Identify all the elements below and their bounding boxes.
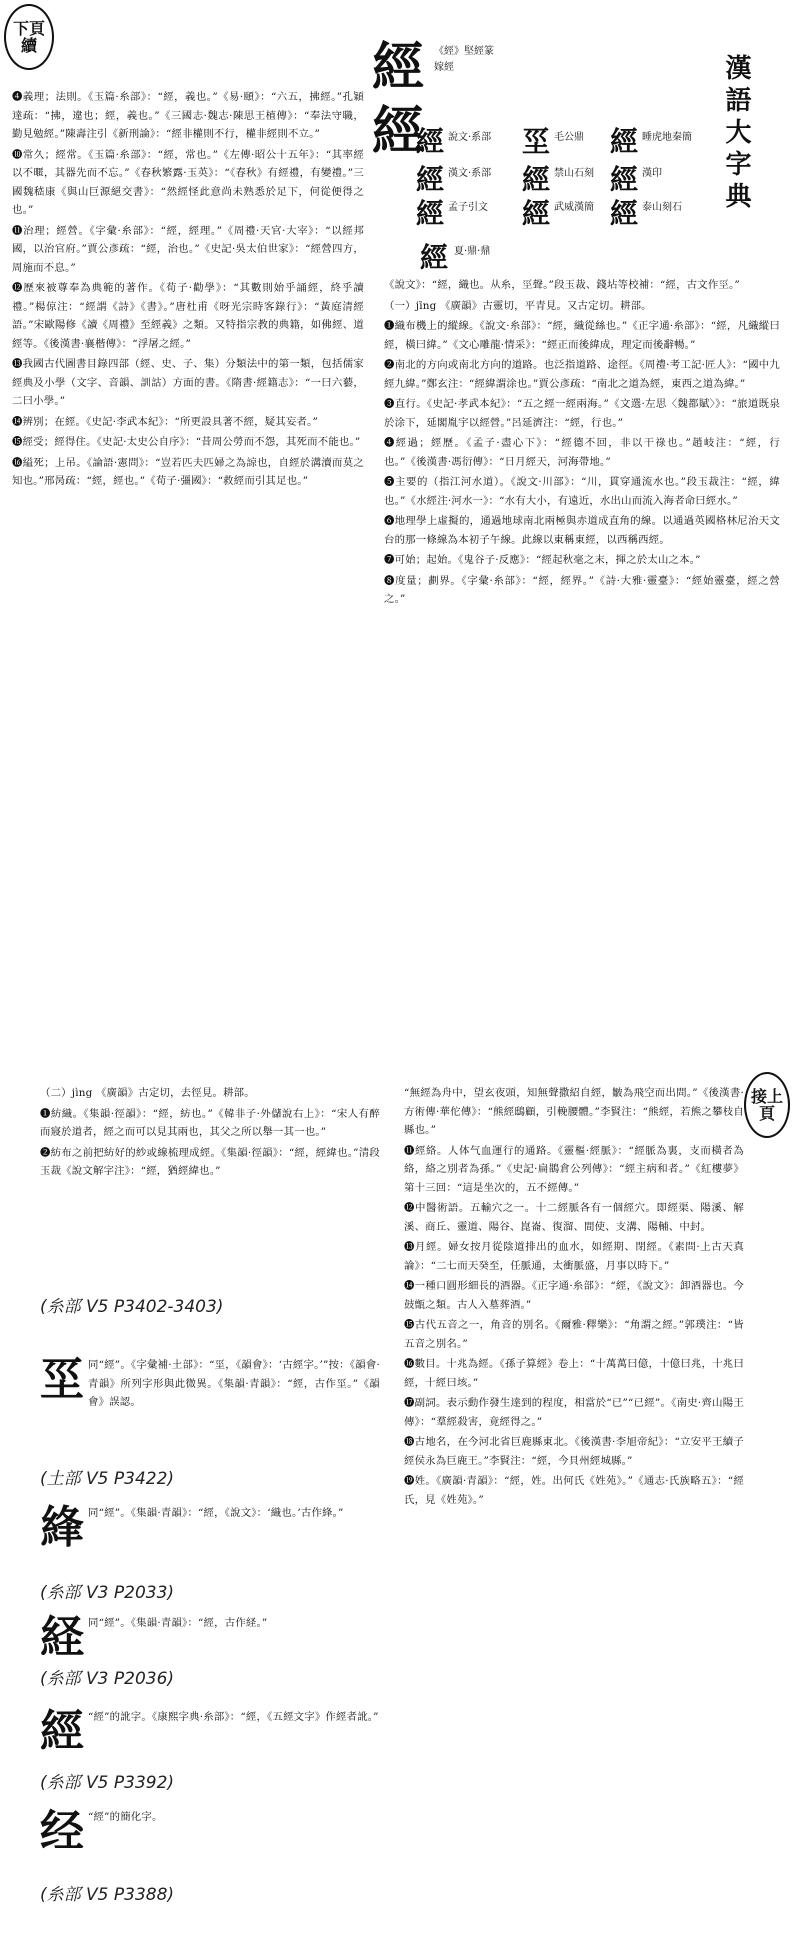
variant-note: 武威漢簡 [554,202,594,213]
top-right-column [384,276,780,1018]
variant-glyph: 經 [522,163,551,196]
variant-glyph: 經 [416,125,445,158]
continued-badge-label: 下頁續 [12,19,45,55]
variant-entry [40,1708,380,1756]
variant-entry [40,1808,380,1856]
variant-entry-text: 同“經”。《字彙補·土部》：“坙，《韻會》：‘古經字。’”按：《韻會·青韻》所列字形與此微異。《集韻·青韻》：“經，古作坙。”《韻會》誤認。 [88,1359,380,1408]
variant-glyph: 經 [610,163,639,196]
section-heading: （二）jìng 《廣韻》古定切，去徑見。耕部。 [40,1087,255,1099]
continued-next-page-badge [4,4,54,70]
sense-paragraph: ⓯經受；經得住。《史記·太史公自序》：“昔周公勞而不怨，其死而不能也。” [12,436,361,448]
sense-paragraph: ⓭我國古代圖書目錄四部（經、史、子、集）分類法中的第一類，包括儒家經典及小學（文字、音韻、訓詁）方面的書。《隋書·經籍志》：“一曰六藝，二曰小學。” [12,358,364,407]
variant-entry-glyph: 经 [40,1806,84,1857]
sense-paragraph: 《說文》：“經，織也。从糸，巠聲。”段玉裁、錢坫等校補：“經，古文作巠。” [384,279,740,291]
sense-paragraph: ❿常久；經常。《玉篇·糸部》：“經，常也。”《左傳·昭公十五年》：“其率經以不暱，其器先而不忘。”《春秋繁露·玉英》：“《春秋》有經禮，有變禮。”三國魏嵇康《與山巨源絕交書》：“然經怪此意尚未熟悉於足下，何從便得之也。” [12,148,364,216]
sense-paragraph: ⓮辨別；在經。《史記·李武本紀》：“所更設具著不經，疑其妄者。” [12,415,319,428]
sense-paragraph: ❶紡織。《集韻·徑韻》：“經，紡也。”《韓非子·外儲說右上》：“宋人有醉而寢於道者，經之而可以見其兩也，其父之所以舉一其一也。” [40,1107,380,1138]
variant-note: 泰山刻石 [642,202,682,213]
variant-glyph-last: 經 [420,241,449,274]
sense-paragraph: ⓳姓。《廣韻·青韻》：“經，姓。出何氏《姓苑》。”《通志·氏族略五》：“經氏，見《姓苑》。” [404,1475,744,1506]
variant-glyph: 經 [610,197,639,230]
variant-glyph: 經 [522,197,551,230]
sense-paragraph: ❺主要的（指江河水道）。《說文·川部》：“川，貫穿通流水也。”段玉裁注：“經，緯也。”《水經注·河水一》：“水有大小，有遠近，水出山而流入海者命曰經水。” [384,476,780,507]
variant-note: 睡虎地秦簡 [642,132,692,143]
variant-entry [40,1504,380,1552]
head-label-2: 嫁經 [434,62,454,73]
section2-right-column [404,1084,744,1924]
variant-note-last: 夏·鼎·鼎 [454,246,491,257]
sense-paragraph: ❽度量；劃界。《字彙·糸部》：“經，經界。”《詩·大雅·靈臺》：“經始靈臺，經之營之。” [384,574,780,605]
handwritten-reference: (糸部 V5 P3392) [40,1773,175,1793]
variant-glyph: 經 [416,197,445,230]
sense-paragraph: ⓲古地名，在今河北省巨鹿縣東北。《後漢書·李旭帝紀》：“立安平王續子經侯永為巨鹿王。”李賢注：“經，今貝州經城縣。” [404,1436,744,1467]
sense-paragraph: ⓫經絡。人体气血運行的通路。《靈樞·經脈》：“經脈為裏，支而橫者為絡，絡之別者為孫。”《史記·扁鵲倉公列傳》：“經主病和者。”《紅樓夢》第十三回：“這是坐次的，五不經傳。” [404,1144,744,1194]
sense-paragraph: ⓭月經。婦女按月從陰道排出的血水，如經期、閉經。《素問·上古天真論》：“二七而天癸至，任脈通，太衝脈盛，月事以時下。” [404,1241,744,1272]
variant-entry [40,1356,380,1412]
section2-left-column [40,1084,380,1284]
variant-entry [40,1614,380,1662]
sense-paragraph: ❶織布機上的縱線。《說文·糸部》：“經，織從絲也。”《正字通·糸部》：“經，凡織縱曰經，橫曰緯。”《文心雕龍·情采》：“經正而後緯成，理定而後辭暢。” [384,320,780,351]
sense-paragraph: ⓬歷來被尊奉為典範的著作。《荀子·勸學》：“其數則始乎誦經，終乎讀禮。”楊倞注：“經謂《詩》《書》。”唐杜甫《呀光宗時客錄行》：“黃庭清經語。”宋歐陽修《讀《周禮》至經義》之類。又特指宗教的典籍，如佛經、道經等。《後漢書·襄楷傳》：“浮屠之經。” [12,282,364,350]
handwritten-reference: (糸部 V3 P2036) [40,1669,175,1689]
sense-paragraph: ⓰數目。十兆為經。《孫子算經》卷上：“十萬萬曰億，十億曰兆，十兆曰經，十經曰垓。” [404,1358,744,1389]
handwritten-reference: (糸部 V5 P3388) [40,1885,175,1905]
variant-note: 漢印 [642,168,662,179]
handwritten-reference: (糸部 V3 P2033) [40,1583,175,1603]
variant-entry-glyph: 經 [40,1706,84,1757]
handwritten-reference: (土部 V5 P3422) [40,1469,175,1489]
top-left-column [12,88,364,1018]
variant-note: 孟子引文 [448,202,488,213]
head-entry-block [372,37,692,230]
sense-paragraph: （一）jīng 《廣韻》古靈切，平青見。又古定切。耕部。 [384,299,652,312]
variant-note: 說文·系部 [448,132,492,143]
continued-from-prev-page-badge [744,1072,790,1138]
sense-paragraph: ⓮一種口圓形細長的酒器。《正字通·糸部》：“經，《說文》：卸酒器也。今鼓甑之類。古人入墓葬酒。” [404,1280,744,1311]
sense-paragraph: ❼可始；起始。《鬼谷子·反應》：“經起秋毫之末，揮之於太山之本。” [384,554,701,566]
variant-glyph: 經 [416,163,445,196]
variant-glyph: 經 [610,125,639,158]
sense-paragraph: ⓫治理；經營。《字彙·糸部》：“經，經理。”《周禮·天官·大宰》：“以經邦國，以治官府。”賈公彥疏：“經，治也。”《史記·吳太伯世家》：“經營四方，周施而不息。” [12,224,364,274]
variant-entry-glyph: 経 [40,1612,84,1663]
head-label: 《經》堅經篆 [434,46,494,57]
sense-paragraph: “無經為舟中，望玄夜頭，知無聲撒紹自經，皺為飛空而出問。”《後漢書·方術傳·華佗傳》：“熊經鴟顧，引輓腰體。”李賢注：“熊經，若熊之攀枝自縣也。” [404,1087,744,1136]
variant-entry-text: “經”的簡化字。 [88,1811,163,1823]
sense-paragraph: ❷南北的方向或南北方向的道路。也泛指道路、途徑。《周禮·考工記·匠人》：“國中九經九緯。”鄭玄注：“經緯謂涂也。”賈公彥疏：“南北之道為經，東西之道為緯。” [384,359,780,390]
sense-paragraph: ⓬中醫術語。五輸穴之一。十二經脈各有一個經穴。即經渠、陽溪、解溪、商丘、靈道、陽谷、崑崙、復溜、間使、支溝、陽輔、中封。 [404,1202,744,1233]
head-char-1: 經 [372,37,425,98]
variant-entry-glyph: 綘 [40,1502,84,1553]
sense-paragraph: ❸直行。《史記·孝武本紀》：“五之經一經兩海。”《文選·左思〈魏都賦〉》：“旅道既泉於涂下，延閣胤宇以經營。”呂延濟注：“經，行也。” [384,398,780,429]
sense-paragraph: ❹經過；經歷。《孟子·盡心下》：“經德不回，非以干祿也。”趙岐注：“經，行也。”《後漢書·馮衍傳》：“日月經天，河海帶地。” [384,437,780,468]
handwritten-reference: (糸部 V5 P3402-3403) [40,1297,224,1317]
variant-glyph: 坙 [522,125,551,158]
variant-note: 漢文·系部 [448,168,492,179]
variant-entry-glyph: 坙 [40,1354,84,1405]
variant-entry-text: “經”的訛字。《康熙字典·糸部》：“經，《五經文字》作經者訛。” [88,1711,379,1723]
dictionary-title: 漢語大字典 [721,54,751,214]
variant-entry-text: 同“經”。《集韻·青韻》：“經，《說文》：‘織也。’古作綘。” [88,1507,344,1519]
head-char-2: 經 [372,101,425,162]
sense-paragraph: ⓰縊死；上吊。《論語·憲問》：“豈若匹夫匹婦之為諒也，自經於溝瀆而莫之知也。”邢昺疏：“經，經也。”《荀子·彊國》：“救經而引其足也。” [12,456,364,487]
sense-paragraph: ⓯古代五音之一，角音的別名。《爾雅·釋樂》：“角謂之經。”郭璞注：“皆五音之別名。” [404,1319,744,1350]
sense-paragraph: ❷紡布之前把紡好的紗或線梳理成經。《集韻·徑韻》：“經，經緯也。”清段玉裁《說文解字注》：“經，猶經緯也。” [40,1146,380,1177]
continued-badge-label: 接上頁 [750,1087,783,1123]
variant-note: 毛公鼎 [554,132,584,143]
sense-paragraph: ❻地理學上虛擬的，通過地球南北兩極與赤道成直角的線。以通過英國格林尼治天文台的那一條線為本初子午線。此線以東稱東經，以西稱西經。 [384,515,780,546]
sense-paragraph: ⓱副詞。表示動作發生達到的程度，相當於“已”“已經”。《南史·齊山陽王傳》：“羣經殺害，竟經得之。” [404,1397,744,1428]
variant-note: 禁山石刻 [554,168,594,179]
variant-entry-text: 同“經”。《集韻·青韻》：“經，古作経。” [88,1617,268,1629]
sense-paragraph: ❹義理；法則。《玉篇·糸部》：“經，義也。”《易·頤》：“六五，拂經。”孔穎達疏：“拂，違也；經，義也。”《三國志·魏志·陳思王植傳》：“奉法守職，勤見勉經。”陳壽注引《新刑論》：“經非權則不行，權非經則不立。” [12,91,364,140]
